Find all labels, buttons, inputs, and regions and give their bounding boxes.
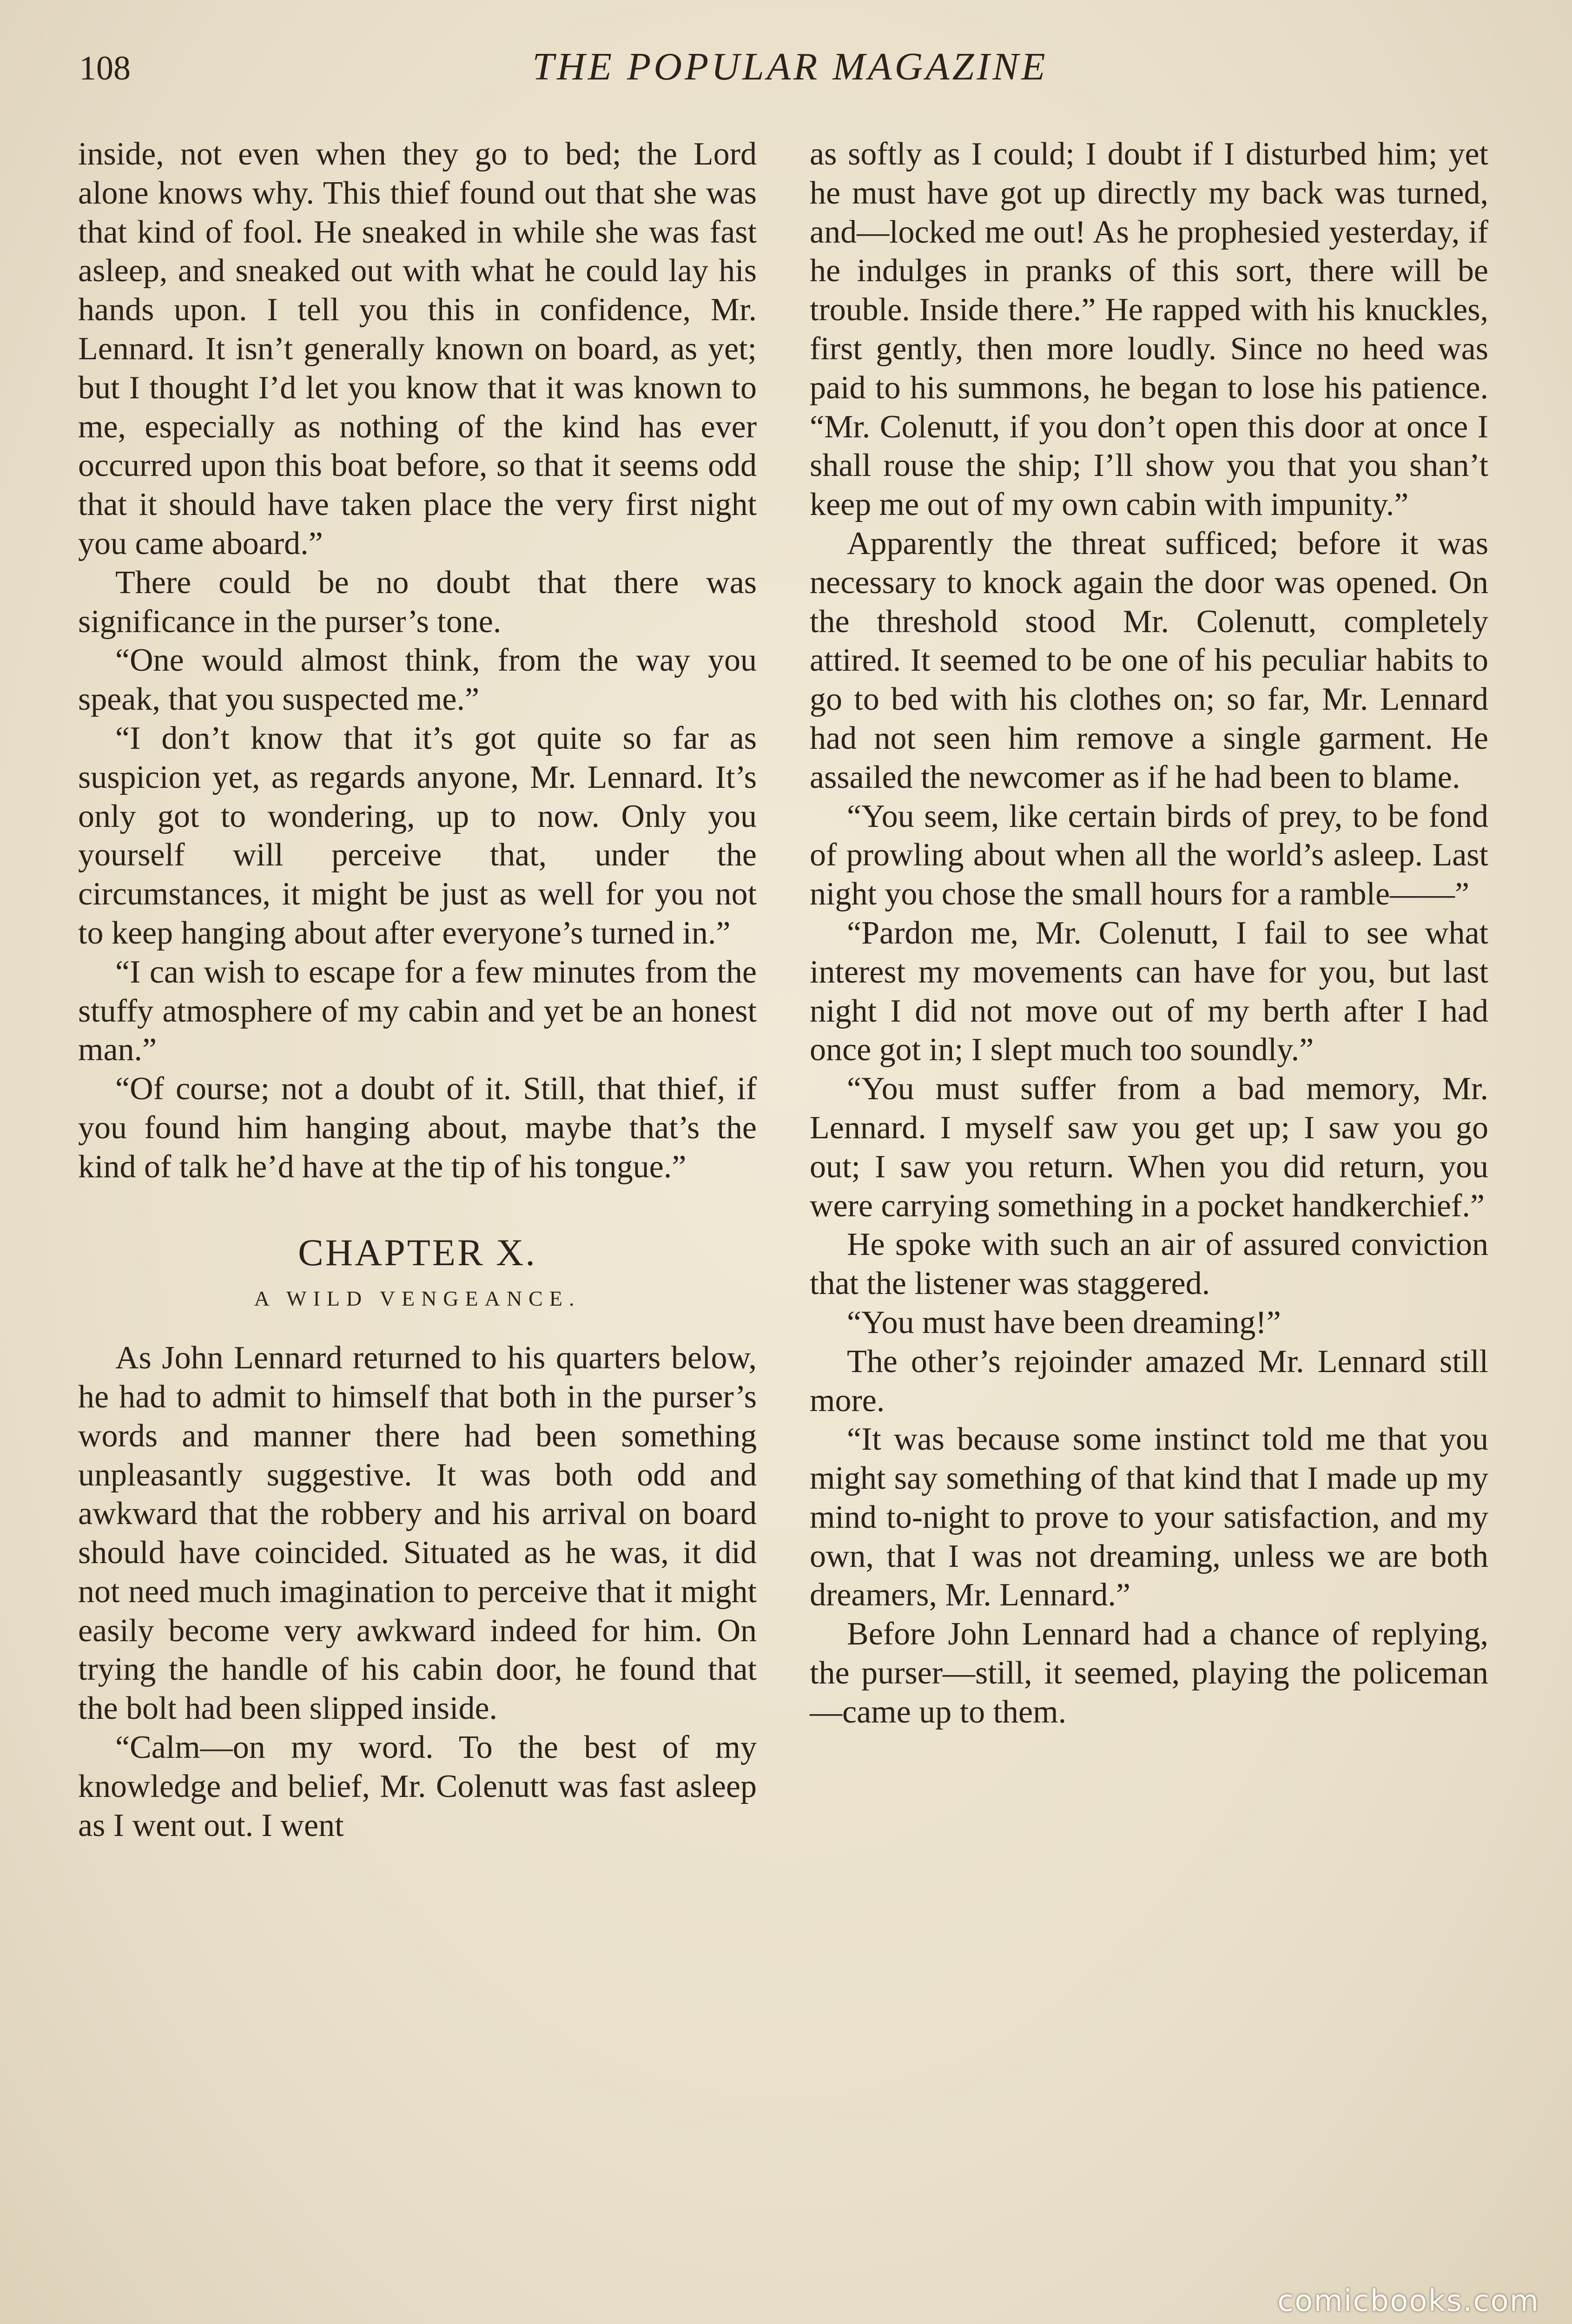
paragraph: “It was because some instinct told me that you might say something of that kind that I made up my mind to-night to prove to your satisfaction, and my own, that I was not dreaming, unless we are both dreamers, Mr. Lennard.”: [810, 1421, 1488, 1613]
paragraph: There could be no doubt that there was significance in the purser’s tone.: [78, 564, 757, 640]
page-header: [79, 44, 1501, 100]
chapter-heading: CHAPTER X.: [298, 1231, 537, 1274]
chapter-subtitle: A WILD VENGEANCE.: [254, 1287, 581, 1311]
paragraph: “I can wish to escape for a few minutes from the stuffy atmosphere of my cabin and yet be an honest man.”: [78, 954, 757, 1068]
paragraph: “I don’t know that it’s got quite so far as suspicion yet, as regards anyone, Mr. Lennard. It’s only got to wondering, up to now. Only you yourself will perceive that, under the circumstances, it might be just as well for you not to keep hanging about after everyone’s turned in.”: [78, 720, 757, 951]
paragraph: The other’s rejoinder amazed Mr. Lennard still more.: [810, 1343, 1488, 1419]
magazine-title: THE POPULAR MAGAZINE: [532, 45, 1048, 88]
paragraph: As John Lennard returned to his quarters below, he had to admit to himself that both in the purser’s words and manner there had been something unpleasantly suggestive. It was both odd and awkward that the robbery and his arrival on board should have coincided. Situated as he was, it did not need much imagination to perceive that it might easily become very awkward indeed for him. On trying the handle of his cabin door, he found that the bolt had been slipped inside.: [78, 1340, 757, 1727]
paragraph: Apparently the threat sufficed; before it was necessary to knock again the door was opened. On the threshold stood Mr. Colenutt, completely attired. It seemed to be one of his peculiar habits to go to bed with his clothes on; so far, Mr. Lennard had not seen him remove a single garment. He assailed the newcomer as if he had been to blame.: [810, 525, 1488, 795]
paragraph: as softly as I could; I doubt if I disturbed him; yet he must have got up directly my back was turned, and—locked me out! As he prophesied yesterday, if he indulges in pranks of this sort, there will be trouble. Inside there.” He rapped with his knuckles, first gently, then more loudly. Since no heed was paid to his summons, he began to lose his patience. “Mr. Colenutt, if you don’t open this door at once I shall rouse the ship; I’ll show you that you shan’t keep me out of my own cabin with impunity.”: [810, 136, 1488, 523]
paragraph: “You seem, like certain birds of prey, to be fond of prowling about when all the world’s asleep. Last night you chose the small hours for a ramble——”: [810, 798, 1488, 912]
paragraph: inside, not even when they go to bed; the Lord alone knows why. This thief found out that she was that kind of fool. He sneaked in while she was fast asleep, and sneaked out with what he could lay his hands upon. I tell you this in confidence, Mr. Lennard. It isn’t generally known on board, as yet; but I thought I’d let you know that it was known to me, especially as nothing of the kind has ever occurred upon this boat before, so that it seems odd that it should have taken place the very first night you came aboard.”: [78, 136, 757, 561]
right-column: [810, 135, 1488, 1732]
paragraph: He spoke with such an air of assured conviction that the listener was staggered.: [810, 1227, 1488, 1302]
left-column: [78, 135, 757, 1845]
watermark: comicbooks.com: [1277, 2284, 1539, 2318]
paragraph: “Pardon me, Mr. Colenutt, I fail to see what interest my movements can have for you, but last night I did not move out of my berth after I had once got in; I slept much too soundly.”: [810, 915, 1488, 1068]
page-number: 108: [79, 49, 131, 87]
paragraph: “You must have been dreaming!”: [847, 1304, 1281, 1340]
paragraph: “You must suffer from a bad memory, Mr. Lennard. I myself saw you get up; I saw you go out; I saw you return. When you did return, you were carrying something in a pocket handkerchief.”: [810, 1071, 1488, 1224]
paragraph: “One would almost think, from the way you speak, that you suspected me.”: [78, 642, 757, 718]
paragraph: “Calm—on my word. To the best of my knowledge and belief, Mr. Colenutt was fast asleep as I went out. I went: [78, 1730, 757, 1843]
paragraph: “Of course; not a doubt of it. Still, that thief, if you found him hanging about, maybe that’s the kind of talk he’d have at the tip of his tongue.”: [78, 1071, 757, 1185]
paragraph: Before John Lennard had a chance of replying, the purser—still, it seemed, playing the policeman—came up to them.: [810, 1616, 1488, 1730]
